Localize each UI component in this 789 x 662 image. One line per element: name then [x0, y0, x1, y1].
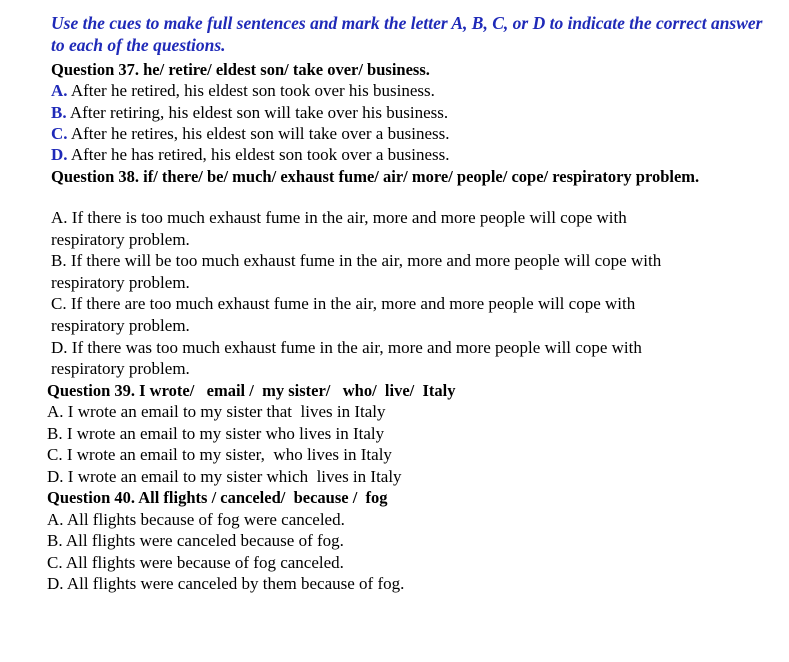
q38-option-c-line1: C. If there are too much exhaust fume in the air, more and more people will cope with — [51, 294, 636, 313]
instructions-text: Use the cues to make full sentences and mark the letter A, B, C, or D to indicate the correct answer to each of the questions. — [51, 13, 763, 55]
q38-option-a-line2: respiratory problem. — [51, 230, 190, 249]
q37-option-b — [51, 102, 448, 124]
option-text: After he retired, his eldest son took over his business. — [67, 81, 435, 100]
q37-option-a — [51, 80, 435, 102]
q38-option-b-line2: respiratory problem. — [51, 273, 190, 292]
question-37-heading: Question 37. he/ retire/ eldest son/ take over/ business. — [51, 60, 430, 79]
q39-option-d: D. I wrote an email to my sister which lives in Italy — [47, 467, 402, 486]
q38-option-c-line2: respiratory problem. — [51, 316, 190, 335]
q38-option-a-line1: A. If there is too much exhaust fume in the air, more and more people will cope with — [51, 208, 627, 227]
option-text: After he retires, his eldest son will take over a business. — [67, 124, 450, 143]
q37-option-d — [51, 144, 449, 166]
q40-option-b: B. All flights were canceled because of fog. — [47, 531, 344, 550]
q38-option-d-line2: respiratory problem. — [51, 359, 190, 378]
option-letter: B. — [51, 103, 67, 122]
question-39-heading: Question 39. I wrote/ email / my sister/ who/ live/ Italy — [47, 381, 456, 400]
q39-option-b: B. I wrote an email to my sister who lives in Italy — [47, 424, 385, 443]
option-letter: A. — [51, 81, 68, 100]
q38-option-d-line1: D. If there was too much exhaust fume in the air, more and more people will cope with — [51, 338, 642, 357]
q40-option-c: C. All flights were because of fog canceled. — [47, 553, 344, 572]
q39-option-c: C. I wrote an email to my sister, who lives in Italy — [47, 445, 392, 464]
q40-option-a: A. All flights because of fog were canceled. — [47, 510, 345, 529]
option-letter: C. — [51, 124, 68, 143]
q40-option-d: D. All flights were canceled by them because of fog. — [47, 574, 405, 593]
question-40-heading: Question 40. All flights / canceled/ because / fog — [47, 488, 388, 507]
option-text: After retiring, his eldest son will take over his business. — [66, 103, 449, 122]
option-text: After he has retired, his eldest son took over a business. — [67, 145, 450, 164]
q39-option-a: A. I wrote an email to my sister that lives in Italy — [47, 402, 386, 421]
option-letter: D. — [51, 145, 68, 164]
q38-option-b-line1: B. If there will be too much exhaust fume in the air, more and more people will cope with — [51, 251, 662, 270]
q37-option-c — [51, 123, 449, 145]
question-38-heading: Question 38. if/ there/ be/ much/ exhaust fume/ air/ more/ people/ cope/ respiratory problem. — [51, 167, 700, 186]
